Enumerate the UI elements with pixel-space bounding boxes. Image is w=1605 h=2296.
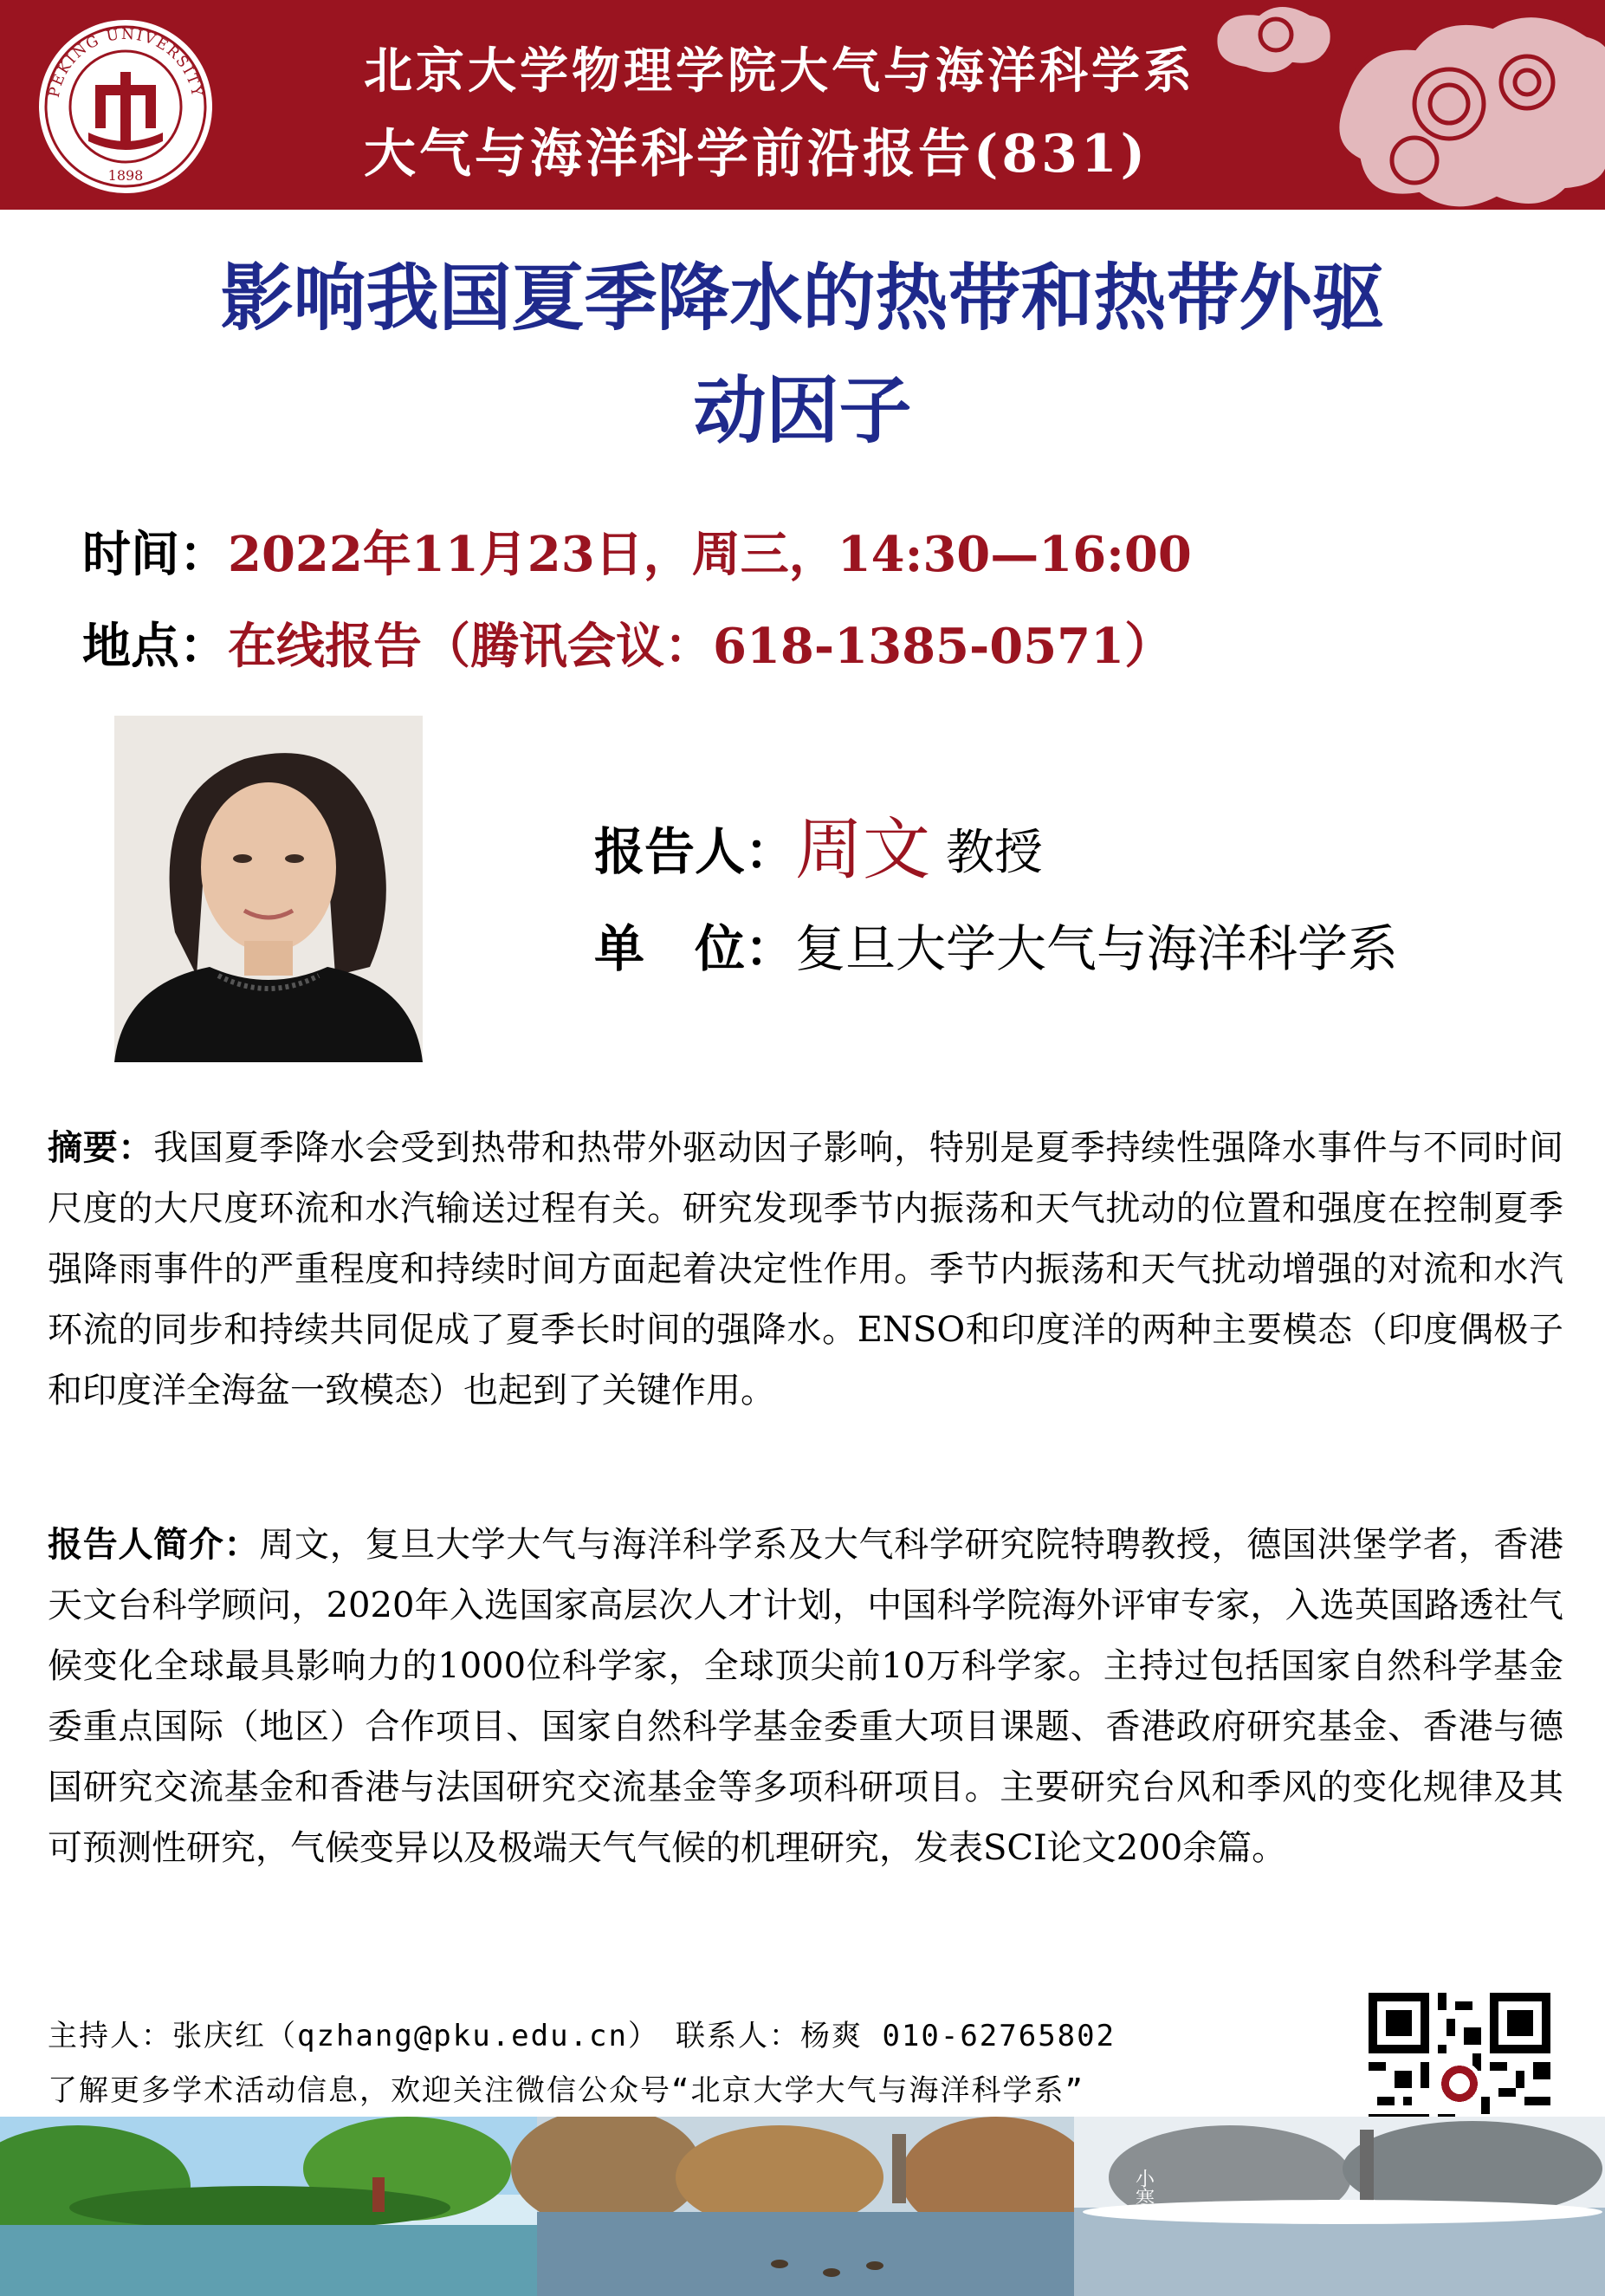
photo-caption-season: 小寒 [1132,2169,1155,2207]
speaker-portrait [114,716,423,1062]
affiliation-label: 单 位： [594,919,796,978]
time-value: 2022年11月23日，周三，14:30—16:00 [228,526,1192,583]
abstract-label: 摘要： [48,1128,154,1168]
speaker-row [594,795,1043,892]
affiliation-value: 复旦大学大气与海洋科学系 [795,919,1399,978]
location-row [82,608,1173,678]
bio-label: 报告人简介： [48,1525,260,1565]
location-label: 地点： [82,619,228,675]
abstract-text: 我国夏季降水会受到热带和热带外驱动因子影响，特别是夏季持续性强降水事件与不同时间尺度的大尺度环流和水汽输送过程有关。研究发现季节内振荡和天气扰动的位置和强度在控制夏季强降雨事件的严重程度和持续时间方面起着决定性作用。季节内振荡和天气扰动增强的对流和水汽环流的同步和持续共同促成了夏季长时间的强降水。ENSO和印度洋的两种主要模态（印度偶极子和印度洋全海盆一致模态）也起到了关键作用。 [48,1128,1564,1411]
talk-title-line-2: 动因子 [693,368,912,453]
wechat-follow-line: 了解更多学术活动信息，欢迎关注微信公众号“北京大学大气与海洋科学系” [48,2073,1084,2108]
talk-title-line-1: 影响我国夏季降水的热带和热带外驱 [220,256,1385,341]
logo-ring-text: PEKING UNIVERSITY [45,25,206,100]
campus-photo-summer [0,2117,537,2296]
affiliation-row [594,908,1398,981]
location-value: 在线报告（腾讯会议：618-1385-0571） [228,618,1174,675]
speaker-name: 周文 [795,811,931,889]
campus-photo-autumn [511,2117,1091,2296]
time-row [82,516,1192,586]
lecture-series-title: 大气与海洋科学前沿报告(831) [364,124,1149,185]
auspicious-cloud-decoration [1198,0,1605,210]
peking-university-logo [35,16,217,198]
host-contact-line: 主持人：张庆红（qzhang@pku.edu.cn） 联系人：杨爽 010-62765802 [48,2019,1116,2053]
header-banner [0,0,1605,210]
department-name: 北京大学物理学院大气与海洋科学系 [364,42,1195,100]
speaker-label: 报告人： [594,822,796,881]
time-label: 时间： [82,527,228,583]
speaker-bio-paragraph [48,1514,1563,1878]
abstract-paragraph [48,1118,1563,1421]
bio-text: 周文，复旦大学大气与海洋科学系及大气科学研究院特聘教授，德国洪堡学者，香港天文台科学顾问，2020年入选国家高层次人才计划，中国科学院海外评审专家，入选英国路透社气候变化全球最具影响力的1000位科学家，全球顶尖前10万科学家。主持过包括国家自然科学基金委重点国际（地区）合作项目、国家自然科学基金委重大项目课题、香港政府研究基金、香港与德国研究交流基金和香港与法国研究交流基金等多项科研项目。主要研究台风和季风的变化规律及其可预测性研究，气候变异以及极端天气气候的机理研究，发表SCI论文200余篇。 [48,1525,1564,1868]
logo-year: 1898 [107,167,144,184]
speaker-rank: 教授 [930,825,1043,881]
campus-photo-strip [0,2117,1605,2296]
